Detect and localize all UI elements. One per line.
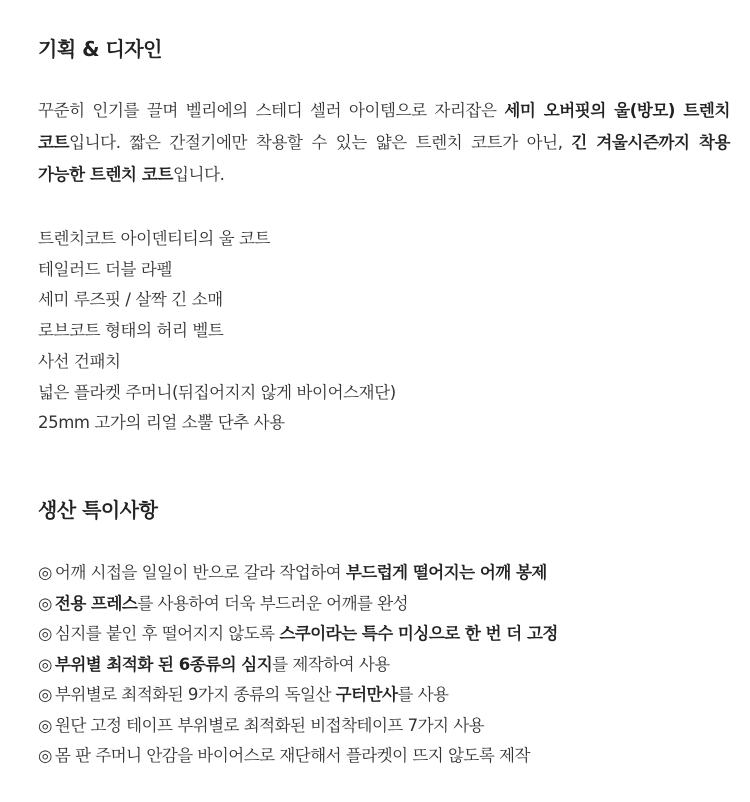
note-text: 원단 고정 테이프 부위별로 최적화된 비접착테이프 7가지 사용 — [54, 715, 485, 735]
production-note-item — [38, 680, 558, 711]
intro-paragraph — [38, 95, 730, 191]
production-notes-list — [38, 558, 558, 772]
feature-item: 트렌치코트 아이덴티티의 울 코트 — [38, 229, 271, 248]
intro-text: 입니다. 짧은 간절기에만 착용할 수 있는 얇은 트렌치 코트가 아닌, — [69, 133, 572, 152]
note-text: 부위별로 최적화된 9가지 종류의 독일산 — [54, 685, 336, 704]
production-note-item — [38, 711, 558, 742]
note-text: 를 사용하여 더욱 부드러운 어깨를 완성 — [137, 593, 409, 613]
bullet-circle-icon: ◎ — [38, 593, 52, 613]
bullet-circle-icon: ◎ — [38, 654, 52, 674]
note-text: 어깨 시접을 일일이 반으로 갈라 작업하여 — [54, 563, 346, 582]
section-title-production-notes: 생산 특이사항 — [38, 498, 158, 522]
bullet-circle-icon: ◎ — [38, 685, 52, 704]
note-highlight: 부위별 최적화 된 6종류의 심지 — [54, 654, 273, 674]
feature-item: 넓은 플라켓 주머니(뒤집어지지 않게 바이어스재단) — [38, 382, 396, 402]
note-highlight: 부드럽게 떨어지는 어깨 봉제 — [345, 563, 547, 582]
bullet-circle-icon: ◎ — [38, 715, 52, 735]
feature-item: 사선 건패치 — [38, 351, 121, 371]
bullet-circle-icon: ◎ — [38, 746, 52, 765]
note-highlight: 전용 프레스 — [54, 593, 138, 613]
feature-item: 세미 루즈핏 / 살짝 긴 소매 — [38, 290, 223, 310]
intro-text: 꾸준히 인기를 끌며 벨리에의 스테디 셀러 아이템으로 자리잡은 — [38, 101, 505, 120]
feature-item: 테일러드 더블 라펠 — [38, 259, 173, 279]
production-note-item — [38, 558, 558, 589]
note-text: 를 사용 — [397, 685, 449, 704]
bullet-circle-icon: ◎ — [38, 563, 52, 582]
feature-item: 로브코트 형태의 허리 벨트 — [38, 321, 224, 341]
production-note-item — [38, 741, 558, 772]
note-highlight: 스쿠이라는 특수 미싱으로 한 번 더 고정 — [279, 624, 558, 643]
intro-highlight: 세미 오버핏의 울(방모) 트렌치 코트 — [38, 101, 730, 152]
note-highlight: 구터만사 — [335, 685, 398, 704]
note-text: 심지를 붙인 후 떨어지지 않도록 — [54, 624, 280, 643]
intro-highlight: 긴 겨울시즌까지 착용 가능한 트렌치 코트 — [38, 133, 730, 184]
note-text: 몸 판 주머니 안감을 바이어스로 재단해서 플라켓이 뜨지 않도록 제작 — [54, 746, 530, 765]
production-note-item — [38, 619, 558, 650]
note-text: 를 제작하여 사용 — [272, 654, 390, 674]
feature-list — [38, 224, 396, 439]
feature-item: 25mm 고가의 리얼 소뿔 단추 사용 — [38, 413, 285, 433]
bullet-circle-icon: ◎ — [38, 624, 52, 643]
intro-text: 입니다. — [173, 165, 225, 184]
section-title-planning-design: 기획 & 디자인 — [38, 37, 162, 61]
production-note-item — [38, 650, 558, 681]
production-note-item — [38, 589, 558, 620]
